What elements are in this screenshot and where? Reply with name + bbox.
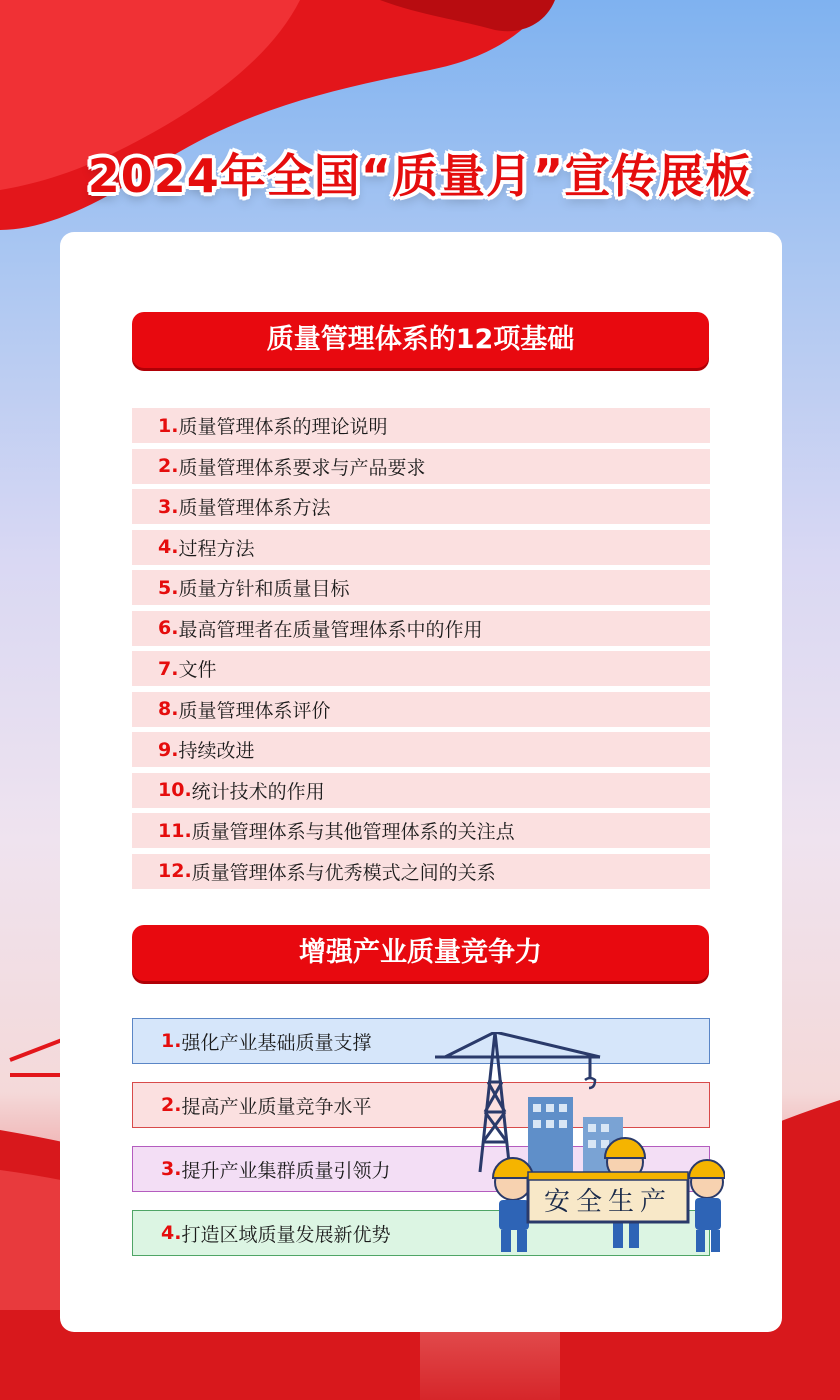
item-text: 质量方针和质量目标 <box>178 578 350 600</box>
item-number: 1. <box>161 1030 182 1052</box>
item-number: 4. <box>161 1222 182 1244</box>
item-text: 质量管理体系评价 <box>178 699 331 722</box>
list-item <box>132 651 710 686</box>
item-number: 7. <box>158 657 179 680</box>
list-item <box>132 530 710 565</box>
list-item <box>132 692 710 727</box>
content-panel <box>60 232 782 1332</box>
list-item <box>132 611 710 646</box>
item-number: 8. <box>158 698 179 720</box>
page-title: 2024年全国“质量月”宣传展板 <box>87 149 753 203</box>
section-header-12-foundations: 质量管理体系的12项基础 <box>132 312 709 368</box>
list-item <box>132 773 710 808</box>
list-item <box>132 408 710 443</box>
item-text: 打造区域质量发展新优势 <box>181 1223 391 1246</box>
foundations-list <box>132 408 710 894</box>
item-text: 质量管理体系与其他管理体系的关注点 <box>191 821 515 843</box>
list-item <box>132 570 710 605</box>
list-item <box>132 732 710 767</box>
item-number: 2. <box>158 455 179 477</box>
list-item <box>132 489 710 524</box>
item-text: 持续改进 <box>178 740 255 762</box>
item-text: 最高管理者在质量管理体系中的作用 <box>178 618 483 641</box>
item-number: 5. <box>158 576 179 599</box>
item-text: 质量管理体系与优秀模式之间的关系 <box>191 861 496 884</box>
item-number: 10. <box>158 779 192 801</box>
item-text: 提升产业集群质量引领力 <box>181 1159 391 1182</box>
item-number: 3. <box>158 495 179 518</box>
item-number: 4. <box>158 536 179 558</box>
section-header-industry-competitiveness: 增强产业质量竞争力 <box>132 925 709 981</box>
list-item <box>132 854 710 889</box>
item-number: 11. <box>158 819 192 842</box>
item-text: 统计技术的作用 <box>191 780 325 803</box>
list-item <box>132 449 710 484</box>
list-item <box>132 813 710 848</box>
item-number: 2. <box>161 1094 182 1116</box>
item-number: 12. <box>158 860 192 882</box>
item-number: 9. <box>158 738 179 761</box>
item-text: 质量管理体系的理论说明 <box>178 416 388 438</box>
item-text: 质量管理体系方法 <box>178 497 331 519</box>
item-text: 文件 <box>178 659 217 681</box>
worker-right <box>689 1160 725 1252</box>
item-text: 提高产业质量竞争水平 <box>181 1095 372 1118</box>
item-text: 强化产业基础质量支撑 <box>181 1031 372 1054</box>
item-number: 1. <box>158 414 179 437</box>
safety-workers-illustration <box>425 1032 725 1252</box>
item-number: 3. <box>161 1158 182 1180</box>
item-text: 质量管理体系要求与产品要求 <box>178 456 426 479</box>
item-text: 过程方法 <box>178 537 255 560</box>
safety-sign-text: 安全生产 <box>543 1187 673 1217</box>
item-number: 6. <box>158 617 179 639</box>
